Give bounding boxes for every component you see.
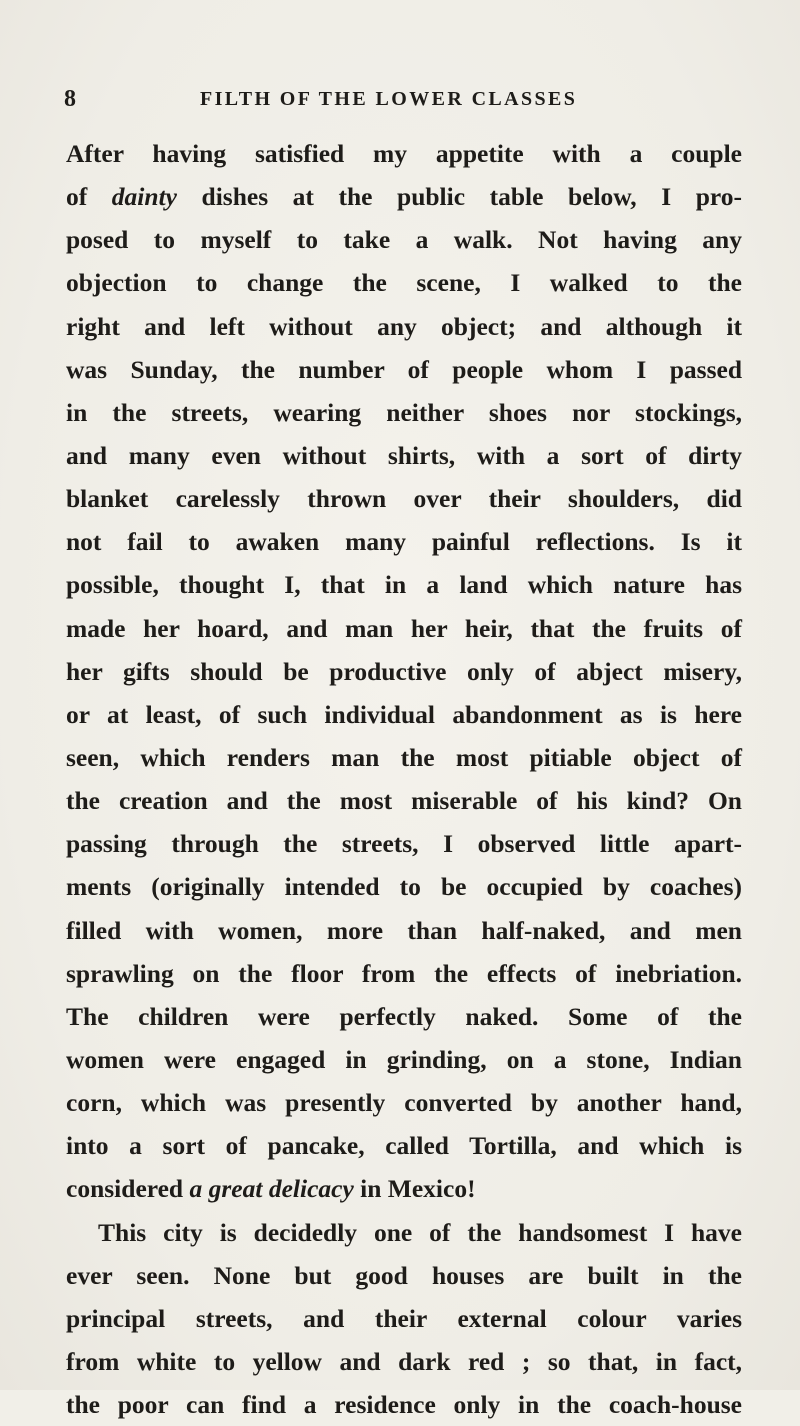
text-line: her gifts should be productive only of abject misery, xyxy=(66,656,742,686)
text-line: women were engaged in grinding, on a stone, Indian xyxy=(66,1044,742,1074)
text-line: sprawling on the floor from the effects of inebriation. xyxy=(66,958,742,988)
text-span: of xyxy=(66,182,112,212)
page-number: 8 xyxy=(64,86,76,112)
text-line: After having satisfied my appetite with a couple xyxy=(66,139,742,168)
text-line: possible, thought I, that in a land which nature has xyxy=(66,570,742,600)
text-line: principal streets, and their external colour varies xyxy=(66,1303,742,1333)
text-line: blanket carelessly thrown over their shoulders, did xyxy=(66,484,742,514)
text-line: This city is decidedly one of the handsomest I have xyxy=(98,1217,742,1247)
text-span: dishes at the public table below, I pro- xyxy=(176,182,742,212)
text-line xyxy=(66,175,742,218)
text-line: from white to yellow and dark red ; so that, in fact, xyxy=(66,1346,742,1376)
text-line: made her hoard, and man her heir, that the fruits of xyxy=(66,613,742,643)
text-line: the creation and the most miserable of his kind? On xyxy=(66,786,742,816)
text-line: ments (originally intended to be occupied by coaches) xyxy=(66,872,742,902)
italic-text: a great delicacy xyxy=(189,1174,354,1204)
text-line: in the streets, wearing neither shoes nor stockings, xyxy=(66,397,742,427)
text-line: passing through the streets, I observed little apart- xyxy=(66,829,742,859)
text-line: The children were perfectly naked. Some of the xyxy=(66,1001,742,1031)
body-text xyxy=(66,132,742,1426)
text-line xyxy=(66,1167,742,1210)
text-line: seen, which renders man the most pitiable object of xyxy=(66,742,742,772)
text-line: was Sunday, the number of people whom I passed xyxy=(66,354,742,384)
text-line: filled with women, more than half-naked, and men xyxy=(66,915,742,945)
text-line: into a sort of pancake, called Tortilla, and which is xyxy=(66,1131,742,1161)
text-span: in Mexico! xyxy=(353,1174,476,1204)
text-line: and many even without shirts, with a sort of dirty xyxy=(66,440,742,470)
text-line: objection to change the scene, I walked to the xyxy=(66,268,742,298)
text-line: posed to myself to take a walk. Not having any xyxy=(66,225,742,255)
italic-text: dainty xyxy=(111,182,177,212)
text-span: considered xyxy=(66,1174,190,1204)
text-line: or at least, of such individual abandonment as is here xyxy=(66,699,742,729)
text-line: not fail to awaken many painful reflections. Is it xyxy=(66,527,742,557)
running-title: FILTH OF THE LOWER CLASSES xyxy=(200,88,578,110)
text-line: corn, which was presently converted by another hand, xyxy=(66,1088,742,1118)
text-line: ever seen. None but good houses are built in the xyxy=(66,1260,742,1290)
running-head xyxy=(64,84,664,114)
text-line: the poor can find a residence only in the coach-house xyxy=(66,1390,742,1420)
text-line: right and left without any object; and although it xyxy=(66,311,742,341)
